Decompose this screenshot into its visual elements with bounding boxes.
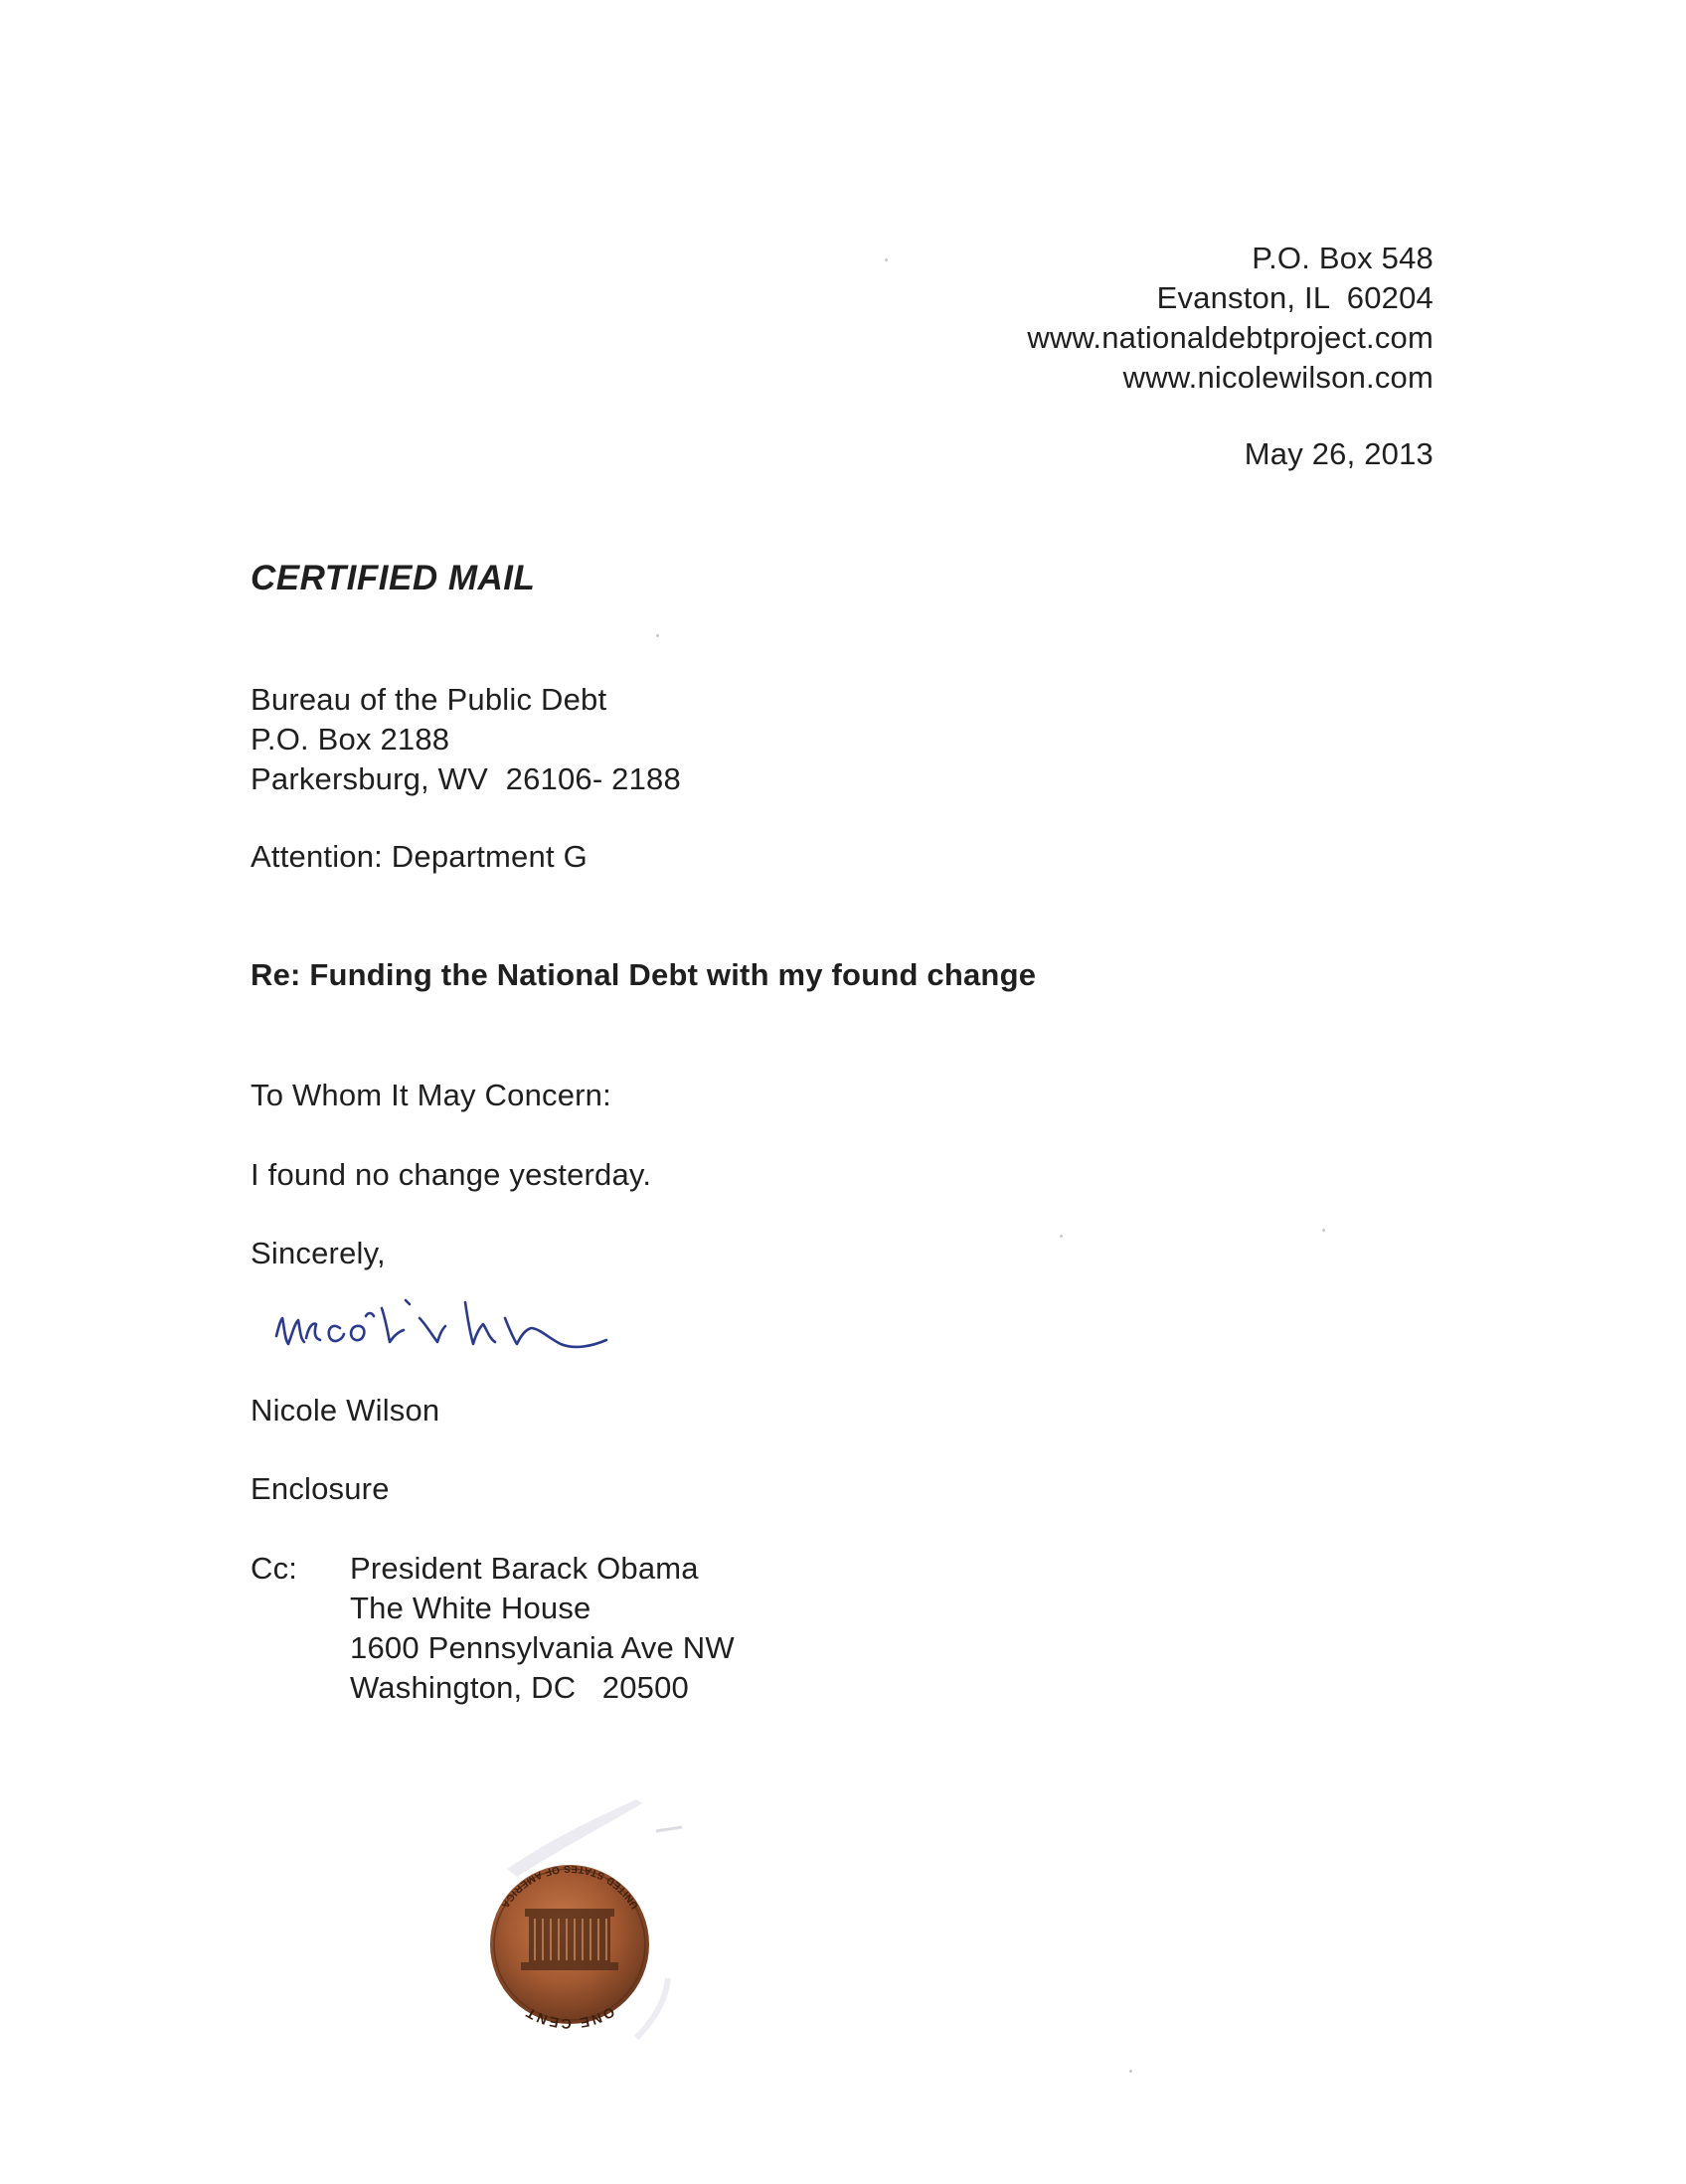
cc-line: 1600 Pennsylvania Ave NW	[350, 1630, 735, 1665]
scan-speck	[1129, 2070, 1132, 2073]
enclosure-label: Enclosure	[251, 1471, 390, 1506]
attention-line: Attention: Department G	[251, 839, 588, 874]
signer-name: Nicole Wilson	[251, 1393, 440, 1428]
cc-line: Washington, DC 20500	[350, 1670, 689, 1705]
sender-line: Evanston, IL 60204	[1156, 280, 1433, 315]
letter-body: I found no change yesterday.	[251, 1157, 652, 1192]
penny-enclosure	[447, 1789, 746, 2048]
coin-bottom-text: UNITED STATES OF AMERICA	[498, 1862, 641, 1911]
penny-coin	[490, 1863, 649, 2032]
scan-speck	[1322, 1229, 1325, 1232]
cc-address	[350, 1549, 735, 1708]
sender-address	[1027, 239, 1433, 398]
sender-line: www.nationaldebtproject.com	[1027, 320, 1433, 355]
sender-line: www.nicolewilson.com	[1122, 360, 1433, 395]
recipient-line: P.O. Box 2188	[251, 722, 450, 756]
letter-date: May 26, 2013	[1244, 436, 1433, 471]
subject-line: Re: Funding the National Debt with my found change	[251, 957, 1037, 992]
recipient-line: Bureau of the Public Debt	[251, 682, 607, 717]
sender-line: P.O. Box 548	[1252, 241, 1433, 275]
scan-speck	[656, 634, 659, 637]
scan-speck	[885, 258, 888, 261]
cc-label: Cc:	[251, 1551, 298, 1586]
cc-line: The White House	[350, 1591, 591, 1625]
closing: Sincerely,	[251, 1236, 386, 1270]
certified-mail-heading: CERTIFIED MAIL	[251, 559, 536, 597]
salutation: To Whom It May Concern:	[251, 1078, 611, 1112]
scan-speck	[1060, 1235, 1063, 1238]
coin-top-text: ONE CENT	[521, 2003, 618, 2033]
handwritten-signature	[270, 1278, 638, 1374]
recipient-line: Parkersburg, WV 26106- 2188	[251, 761, 681, 796]
cc-line: President Barack Obama	[350, 1551, 699, 1586]
recipient-address	[251, 680, 681, 799]
